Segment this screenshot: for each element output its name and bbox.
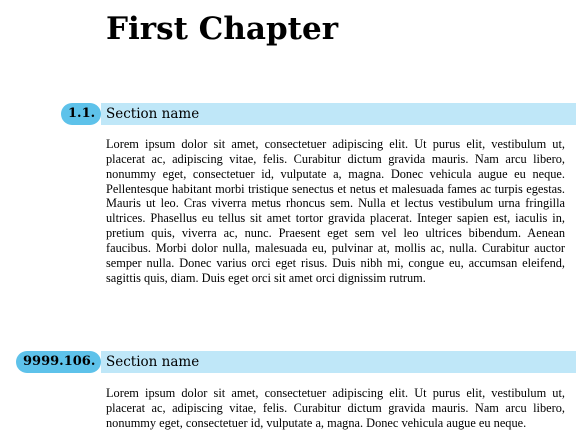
chapter-title: First Chapter bbox=[106, 11, 339, 47]
section-number-badge: 1.1. bbox=[61, 103, 101, 125]
section-title: Section name bbox=[106, 354, 200, 370]
section-body-paragraph: Lorem ipsum dolor sit amet, consectetuer adipiscing elit. Ut purus elit, vestibulum ut, placerat ac, adipiscing vitae, felis. Curabitur dictum gravida mauris. Nam arcu libero, nonummy eget, consectetuer id, vulputate a, magna. Donec vehicula augue eu neque. bbox=[106, 386, 565, 430]
section-title: Section name bbox=[106, 106, 200, 122]
section-number-badge: 9999.106. bbox=[16, 351, 101, 373]
section-body-paragraph: Lorem ipsum dolor sit amet, consectetuer adipiscing elit. Ut purus elit, vestibulum ut, placerat ac, adipiscing vitae, felis. Curabitur dictum gravida mauris. Nam arcu libero, nonummy eget, consectetuer id, vulputate a, magna. Donec vehicula augue eu neque. Pellentesque habitant morbi tristique senectus et netus et malesuada fames ac turpis egestas. Mauris ut leo. Cras viverra metus rhoncus sem. Nulla et lectus vestibulum urna fringilla ultrices. Phasellus eu tellus sit amet tortor gravida placerat. Integer sapien est, iaculis in, pretium quis, viverra ac, nunc. Praesent eget sem vel leo ultrices bibendum. Aenean faucibus. Morbi dolor nulla, malesuada eu, pulvinar at, mollis ac, nulla. Curabitur auctor semper nulla. Donec varius orci eget risus. Duis nibh mi, congue eu, accumsan eleifend, sagittis quis, diam. Duis eget orci sit amet orci dignissim rutrum. bbox=[106, 137, 565, 285]
